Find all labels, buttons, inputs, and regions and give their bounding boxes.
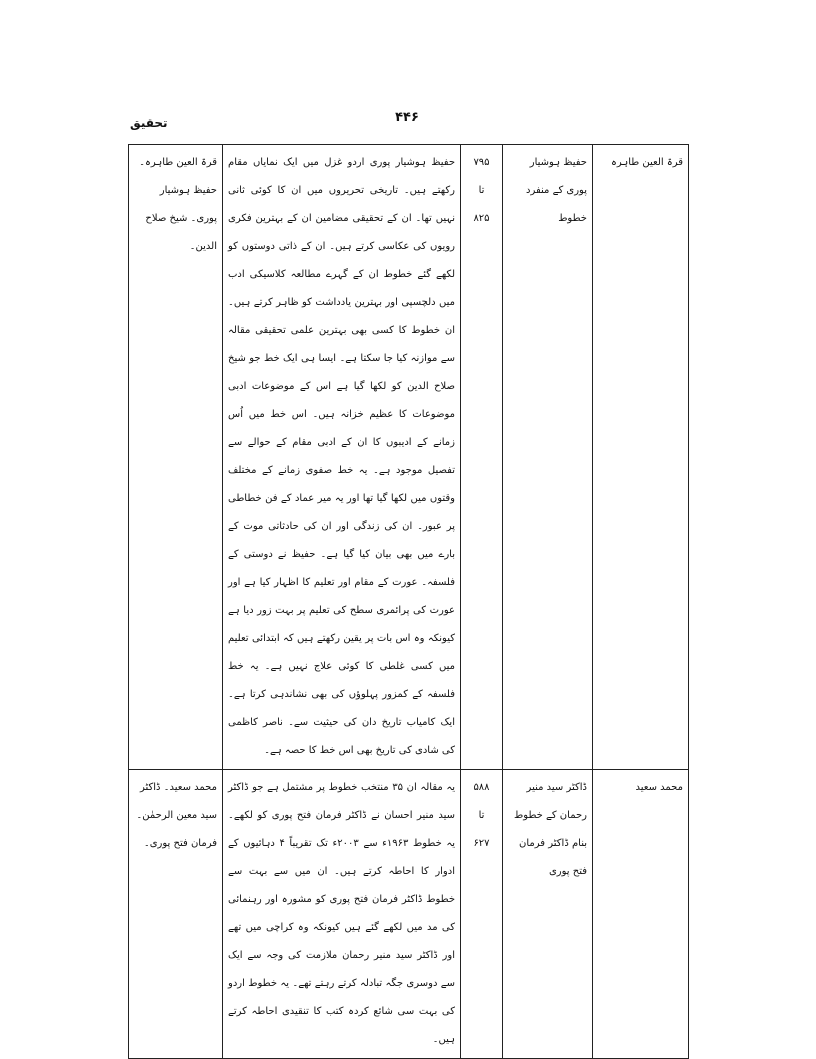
author-name: قرۃ العین طاہرہ [610,157,683,168]
title-cell [503,145,593,770]
pages-cell [461,770,503,1059]
page-separator: تا [478,810,485,821]
author-cell [593,145,689,770]
page-separator: تا [478,185,485,196]
article-summary: حفیظ ہوشیار پوری اردو غزل میں ایک نمایاں مقام رکھتے ہیں۔ تاریخی تحریروں میں ان کا کوئی ثانی نہیں تھا۔ ان کے تحقیقی مضامین ان کے بہترین فکری رویوں کی عکاسی کرتے ہیں۔ ان کے ذاتی دوستوں کو لکھے گئے خطوط ان کے گہرے مطالعہ کلاسیکی ادب میں دلچسپی اور بہترین یادداشت کو ظاہر کرتے ہیں۔ ان خطوط کا کسی بھی بہترین علمی تحقیقی مقالہ سے موازنہ کیا جا سکتا ہے۔ ایسا ہی ایک خط جو شیخ صلاح الدین کو لکھا گیا ہے اس کے موضوعات ادبی موضوعات کا عظیم خزانہ ہیں۔ اس خط میں اُس زمانے کے ادیبوں کا ان کے ادبی مقام کے حوالے سے تفصیل موجود ہے۔ یہ خط صفوی زمانے کے مختلف وقتوں میں لکھا گیا تھا اور یہ میر عماد کے فن خطاطی پر عبور۔ ان کی زندگی اور ان کی حادثاتی موت کے بارے میں بھی بیان کیا گیا ہے۔ حفیظ نے دوستی کے فلسفہ۔ عورت کے مقام اور تعلیم کا اظہار کیا ہے اور عورت کی پرائمری سطح کی تعلیم پر بہت زور دیا ہے کیونکہ وہ اس بات پر یقین رکھتے ہیں کہ ابتدائی تعلیم میں کسی غلطی کا کوئی علاج نہیں ہے۔ یہ خط فلسفہ کے کمزور پہلوؤں کی بھی نشاندہی کرتا ہے۔ ایک کامیاب تاریخ دان کی حیثیت سے۔ ناصر کاظمی کی شادی کی تاریخ بھی اس خط کا حصہ ہے۔ [228,157,455,756]
pages-cell [461,145,503,770]
page-from: ۵۸۸ [473,782,490,793]
article-title: حفیظ ہوشیار پوری کے منفرد خطوط [526,157,587,224]
author-cell [593,770,689,1059]
author-name: محمد سعید [635,782,683,793]
table-row [129,770,689,1059]
section-label: تحقیق [130,116,168,130]
page-to: ۶۲۷ [473,838,490,849]
article-index-table [128,144,689,1059]
article-summary: یہ مقالہ ان ۳۵ منتخب خطوط پر مشتمل ہے جو ڈاکٹر سید منیر احسان نے ڈاکٹر فرمان فتح پوری کو لکھے۔ یہ خطوط ۱۹۶۳ء سے ۲۰۰۳ء تک تقریباً ۴ دہائیوں کے ادوار کا احاطہ کرتے ہیں۔ ان میں سے بہت سے خطوط ڈاکٹر فرمان فتح پوری کو مشورہ اور رہنمائی کی مد میں لکھے گئے ہیں کیونکہ وہ کراچی میں تھے اور ڈاکٹر سید منیر رحمان ملازمت کی وجہ سے ایک سے دوسری جگہ تبادلہ کرتے رہتے تھے۔ یہ خطوط اردو کی بہت سی شائع کردہ کتب کا تنقیدی احاطہ کرتے ہیں۔ [228,782,455,1045]
page-from: ۷۹۵ [473,157,490,168]
keywords-cell [129,145,223,770]
keywords-cell [129,770,223,1059]
table-row [129,145,689,770]
summary-cell [223,145,461,770]
article-keywords: محمد سعید۔ ڈاکٹر سید معین الرحمٰن۔ فرمان فتح پوری۔ [136,782,217,849]
page-to: ۸۲۵ [473,213,490,224]
article-title: ڈاکٹر سید منیر رحمان کے خطوط بنام ڈاکٹر فرمان فتح پوری [514,782,587,877]
page-number: ۴۴۶ [395,110,419,125]
title-cell [503,770,593,1059]
article-keywords: قرۃ العین طاہرہ۔ حفیظ ہوشیار پوری۔ شیخ صلاح الدین۔ [139,157,217,252]
summary-cell [223,770,461,1059]
